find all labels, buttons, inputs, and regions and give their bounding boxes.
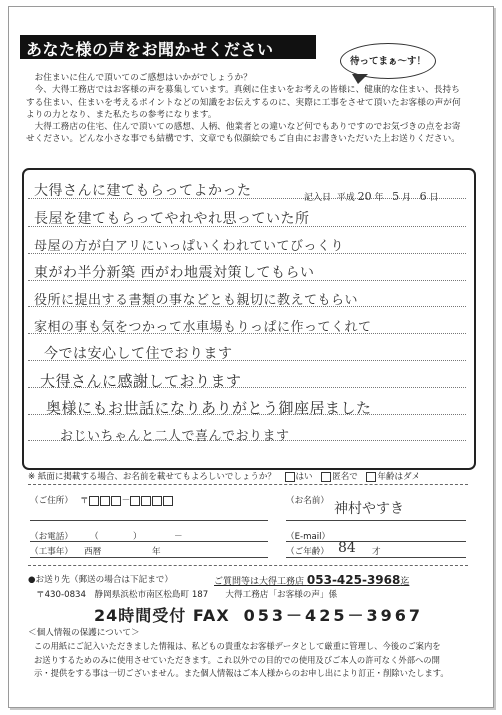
postal-box (152, 496, 162, 506)
consent-checkbox-yes[interactable] (285, 472, 295, 482)
consent-option: 年齢はダメ (377, 472, 420, 482)
privacy-heading: ＜個人情報の保護について＞ (28, 628, 140, 638)
privacy-line: お送りするためのみに使用させていただきます。これ以外での目的での使用及びご本人の許可なく外部への開 (34, 654, 440, 665)
fax-label: 24時間受付 FAX (94, 606, 230, 625)
postal-box (100, 496, 110, 506)
date-year-unit: 年 (374, 193, 384, 203)
date-day-unit: 日 (429, 193, 439, 203)
inquiry-phone: 053-425-3968 (306, 573, 401, 587)
age-label: （ご年齢） (286, 547, 329, 557)
handwritten-line: おじいちゃんと二人で喜んでおります (60, 429, 290, 444)
handwritten-line: 奥様にもお世話になりありがとう御座居ました (46, 399, 372, 417)
work-year-label: （工事年） (30, 547, 73, 557)
consent-option: はい (295, 472, 313, 482)
handwritten-line: 今では安心して住でおります (44, 346, 233, 362)
date-month: 5 (392, 190, 400, 203)
sendto-heading: ●お送り先（郵送の場合は下記まで） (28, 575, 173, 585)
postal-box (141, 496, 151, 506)
name-field[interactable] (286, 520, 466, 521)
phone-label: （お電話） (30, 532, 73, 542)
date-era: 平成 (336, 193, 355, 203)
privacy-line: 示・提供をする事は一切ございません。また個人情報はご本人様からのお申し出により訂正・削除いたします。 (34, 668, 449, 678)
phone-area-code: （ ） (90, 532, 142, 542)
intro-paragraph: お住まいに住んで頂いてのご感想はいかがでしょうか？ (34, 73, 252, 83)
publish-consent (28, 470, 420, 482)
date-day: 6 (419, 190, 427, 203)
page-title: あなた様の声をお聞かせください (26, 40, 274, 59)
phone-field[interactable] (30, 541, 268, 542)
consent-checkbox-no-age[interactable] (366, 472, 376, 482)
name-label: （お名前） (286, 496, 329, 506)
age-field[interactable] (286, 557, 466, 558)
postal-box (130, 496, 140, 506)
fax-number: 053－425－3967 (243, 606, 423, 625)
handwritten-line: 東がわ半分新築 西がわ地震対策してもらい (34, 265, 315, 281)
handwritten-line: 大得さんに建てもらってよかった (34, 183, 252, 199)
phone-separator: － (174, 532, 183, 542)
handwritten-line: 母屋の方が白アリにいっぱいくわれていてびっくり (34, 239, 344, 254)
handwritten-line: 家相の事も気をつかって水車場もりっぱに作ってくれて (34, 320, 372, 335)
email-field[interactable] (286, 541, 466, 542)
privacy-line: この用紙にご記入いただきました情報は、私どもの貴重なお客様データとして厳重に管理し、今後のご案内を (34, 641, 441, 651)
handwritten-line: 長屋を建てもらってやれやれ思っていた所 (34, 211, 310, 227)
inquiry-line (214, 573, 409, 587)
date-month-unit: 月 (402, 193, 412, 203)
date-label: 記入日 (304, 193, 332, 203)
inquiry-suffix: 迄 (400, 577, 410, 587)
mailing-address: 〒430-0834 静岡県浜松市南区松島町 187 大得工務店「お客様の声」係 (36, 590, 338, 600)
address-field[interactable] (30, 520, 268, 521)
address-label: （ご住所） (30, 496, 73, 506)
consent-option: 匿名で (332, 472, 358, 482)
divider (28, 484, 468, 485)
title-banner (20, 35, 316, 59)
consent-checkbox-anonymous[interactable] (321, 472, 331, 482)
privacy-text (34, 640, 474, 681)
bubble-text: 待ってまぁ～す！ (349, 56, 426, 67)
name-value: 神村やすき (334, 501, 404, 517)
date-year: 20 (357, 190, 372, 203)
intro-paragraph: 大得工務店の住宅、住んで頂いての感想、人柄、他業者との違いなど何でもありですのでお気づきの点をお寄せください。どんな小さな事でも結構です、文章でも似顔絵でもご自由にお書きいただいた上お送りください。 (26, 122, 461, 145)
postal-code-field[interactable]: 〒 － (80, 494, 174, 506)
handwritten-line: 大得さんに感謝しております (40, 372, 242, 390)
fax-line (94, 603, 423, 626)
divider (28, 565, 468, 566)
handwritten-line: 役所に提出する書類の事などとも親切に教えてもらい (34, 293, 359, 308)
age-value: 84 (338, 540, 356, 556)
era-label: 西暦 (84, 547, 102, 557)
work-year-unit: 年 (152, 547, 161, 557)
entry-date (304, 190, 439, 203)
postal-box (163, 496, 173, 506)
postal-box (89, 496, 99, 506)
inquiry-label: ご質問等は大得工務店 (214, 577, 305, 587)
intro-text (26, 72, 466, 146)
consent-question: ※ 紙面に掲載する場合、お名前を載せてもよろしいでしょうか？ (28, 472, 276, 482)
postal-mark: 〒 (80, 496, 89, 506)
age-unit: 才 (372, 547, 381, 557)
postal-box (111, 496, 121, 506)
intro-paragraph: 今、大得工務店ではお客様の声を募集しています。真剣に住まいをお考えの皆様に、健康的な住まい、長持ちする住まい、住まいを考えるポイントなどの知識をお伝えするのに、実際に工事をさせて頂いたお客様の声が何よりの力となり、また私たちの参考になります。 (26, 85, 461, 120)
work-year-field[interactable] (30, 557, 268, 558)
email-label: （E-mail） (286, 532, 331, 542)
